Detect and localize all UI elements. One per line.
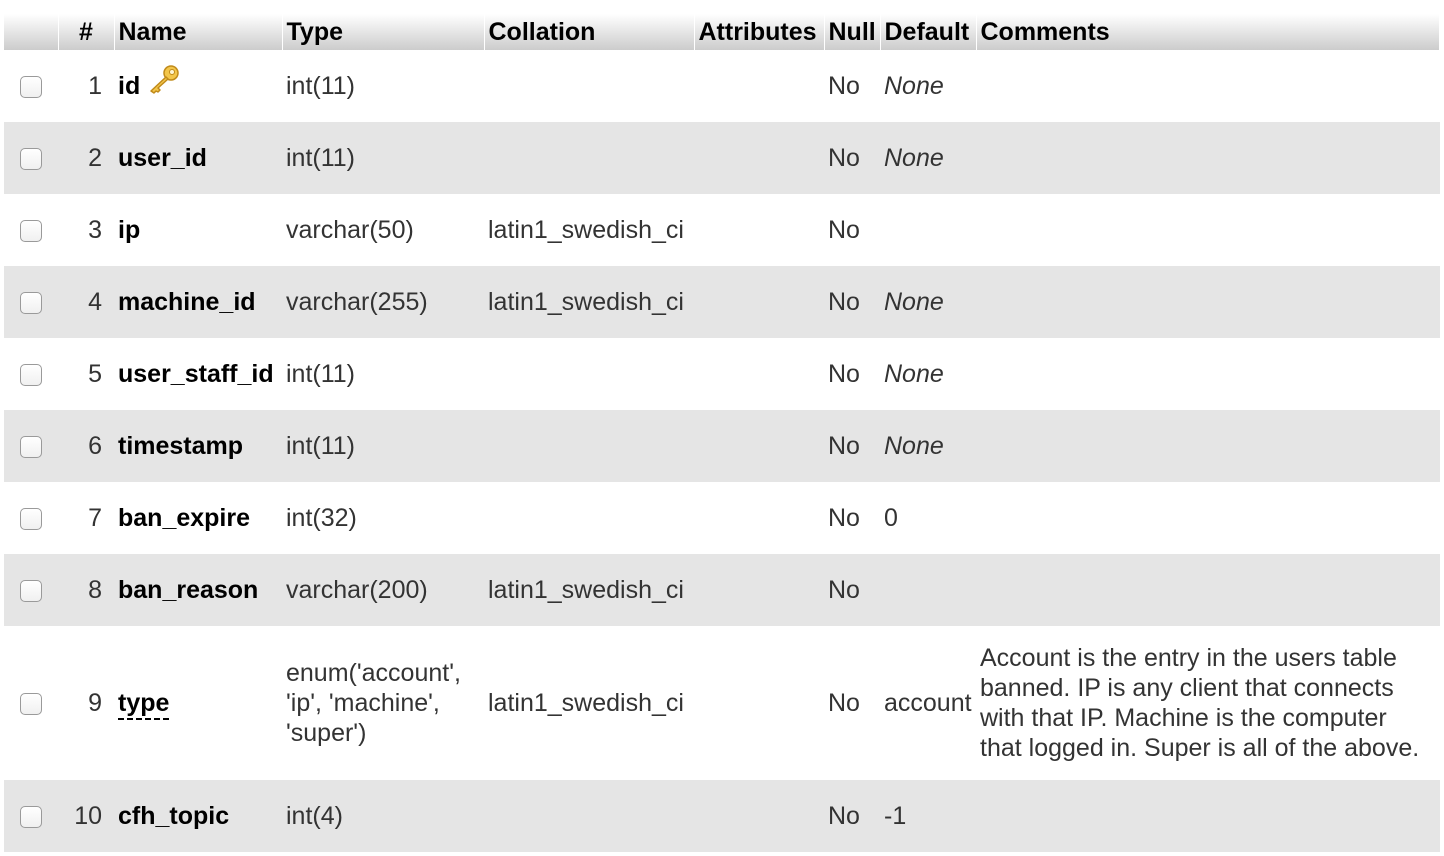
column-type: varchar(200) [286, 576, 428, 604]
column-name[interactable]: cfh_topic [118, 802, 230, 830]
row-checkbox-cell [4, 50, 58, 122]
row-checkbox-cell [4, 122, 58, 194]
row-checkbox-cell [4, 194, 58, 266]
row-num: 4 [88, 288, 102, 316]
column-collation [484, 780, 694, 852]
row-num: 7 [88, 504, 102, 532]
column-attributes [694, 194, 824, 266]
column-null: No [828, 802, 860, 830]
row-checkbox[interactable] [20, 436, 42, 458]
row-checkbox[interactable] [20, 292, 42, 314]
column-collation: latin1_swedish_ci [488, 216, 684, 244]
row-checkbox[interactable] [20, 693, 42, 715]
table-row [4, 554, 1440, 626]
row-num: 9 [88, 689, 102, 717]
header-name[interactable]: Name [114, 14, 282, 50]
header-collation[interactable]: Collation [484, 14, 694, 50]
column-name[interactable]: ip [118, 216, 141, 244]
row-checkbox[interactable] [20, 220, 42, 242]
structure-table-wrapper [4, 14, 1440, 852]
row-num: 2 [88, 144, 102, 172]
column-type: int(4) [286, 802, 343, 830]
row-checkbox-cell [4, 482, 58, 554]
column-comments [976, 780, 1440, 852]
column-name-cell [114, 780, 282, 852]
column-collation: latin1_swedish_ci [488, 576, 684, 604]
header-comments[interactable]: Comments [976, 14, 1440, 50]
column-default: None [884, 360, 944, 388]
column-default [880, 554, 976, 626]
column-name-cell [114, 482, 282, 554]
row-num: 10 [74, 802, 102, 830]
column-attributes [694, 266, 824, 338]
column-name[interactable]: timestamp [118, 432, 244, 460]
row-checkbox[interactable] [20, 76, 42, 98]
column-default: None [884, 432, 944, 460]
row-num: 6 [88, 432, 102, 460]
column-attributes [694, 50, 824, 122]
row-num: 3 [88, 216, 102, 244]
column-comments: Account is the entry in the users table banned. IP is any client that connects with that IP. Machine is the computer that logged in. Super is all of the above. [980, 644, 1420, 762]
table-row [4, 266, 1440, 338]
row-checkbox-cell [4, 410, 58, 482]
header-num[interactable]: # [58, 14, 114, 50]
column-attributes [694, 554, 824, 626]
table-row [4, 626, 1440, 780]
column-null: No [828, 144, 860, 172]
table-header-row [4, 14, 1440, 50]
row-checkbox[interactable] [20, 148, 42, 170]
column-name-cell [114, 338, 282, 410]
column-attributes [694, 780, 824, 852]
row-checkbox-cell [4, 780, 58, 852]
column-name-cell [114, 626, 282, 780]
column-null: No [828, 288, 860, 316]
column-comments [976, 482, 1440, 554]
column-null: No [828, 432, 860, 460]
header-type[interactable]: Type [282, 14, 484, 50]
column-attributes [694, 338, 824, 410]
column-type: int(11) [286, 432, 356, 460]
header-checkbox-col [4, 14, 58, 50]
row-num: 1 [88, 72, 102, 100]
column-collation: latin1_swedish_ci [488, 288, 684, 316]
column-collation [484, 482, 694, 554]
column-attributes [694, 122, 824, 194]
column-name-cell [114, 266, 282, 338]
header-null[interactable]: Null [824, 14, 880, 50]
column-name-cell [114, 50, 282, 122]
column-attributes [694, 410, 824, 482]
column-default [880, 194, 976, 266]
column-type: varchar(50) [286, 216, 414, 244]
column-collation [484, 338, 694, 410]
key-icon [146, 64, 180, 101]
column-name[interactable]: machine_id [118, 288, 256, 316]
column-type: varchar(255) [286, 288, 428, 316]
table-row [4, 410, 1440, 482]
header-attributes[interactable]: Attributes [694, 14, 824, 50]
column-name-cell [114, 554, 282, 626]
row-checkbox[interactable] [20, 364, 42, 386]
table-row [4, 780, 1440, 852]
table-row [4, 482, 1440, 554]
row-checkbox[interactable] [20, 806, 42, 828]
column-collation [484, 122, 694, 194]
column-null: No [828, 504, 860, 532]
column-collation [484, 50, 694, 122]
table-row [4, 122, 1440, 194]
column-name[interactable]: ban_expire [118, 504, 251, 532]
row-checkbox-cell [4, 554, 58, 626]
table-row [4, 50, 1440, 122]
column-comments [976, 50, 1440, 122]
column-name[interactable]: type [118, 689, 169, 720]
header-default[interactable]: Default [880, 14, 976, 50]
column-name-cell [114, 194, 282, 266]
column-type: enum('account', 'ip', 'machine', 'super') [286, 659, 461, 747]
column-default: None [884, 144, 944, 172]
column-attributes [694, 482, 824, 554]
table-row [4, 338, 1440, 410]
column-name-cell [114, 410, 282, 482]
column-default: account [884, 689, 972, 717]
column-type: int(11) [286, 72, 356, 100]
row-checkbox[interactable] [20, 580, 42, 602]
column-null: No [828, 360, 860, 388]
row-checkbox[interactable] [20, 508, 42, 530]
table-row [4, 194, 1440, 266]
column-comments [976, 266, 1440, 338]
column-comments [976, 122, 1440, 194]
column-collation [484, 410, 694, 482]
column-attributes [694, 626, 824, 780]
row-num: 5 [88, 360, 102, 388]
column-collation: latin1_swedish_ci [488, 689, 684, 717]
column-name[interactable]: ban_reason [118, 576, 259, 604]
column-type: int(11) [286, 144, 356, 172]
column-null: No [828, 216, 860, 244]
column-type: int(11) [286, 360, 356, 388]
row-checkbox-cell [4, 338, 58, 410]
column-comments [976, 194, 1440, 266]
column-name[interactable]: user_staff_id [118, 360, 274, 388]
column-comments [976, 410, 1440, 482]
column-name-cell [114, 122, 282, 194]
table-structure [4, 14, 1440, 852]
column-default: -1 [884, 802, 907, 830]
row-num: 8 [88, 576, 102, 604]
column-null: No [828, 72, 860, 100]
row-checkbox-cell [4, 626, 58, 780]
column-null: No [828, 689, 860, 717]
column-name[interactable]: user_id [118, 144, 207, 172]
column-comments [976, 554, 1440, 626]
column-default: 0 [884, 504, 898, 532]
column-default: None [884, 72, 944, 100]
row-checkbox-cell [4, 266, 58, 338]
column-name[interactable]: id [118, 71, 141, 100]
column-type: int(32) [286, 504, 357, 532]
column-null: No [828, 576, 860, 604]
column-default: None [884, 288, 944, 316]
column-comments [976, 338, 1440, 410]
